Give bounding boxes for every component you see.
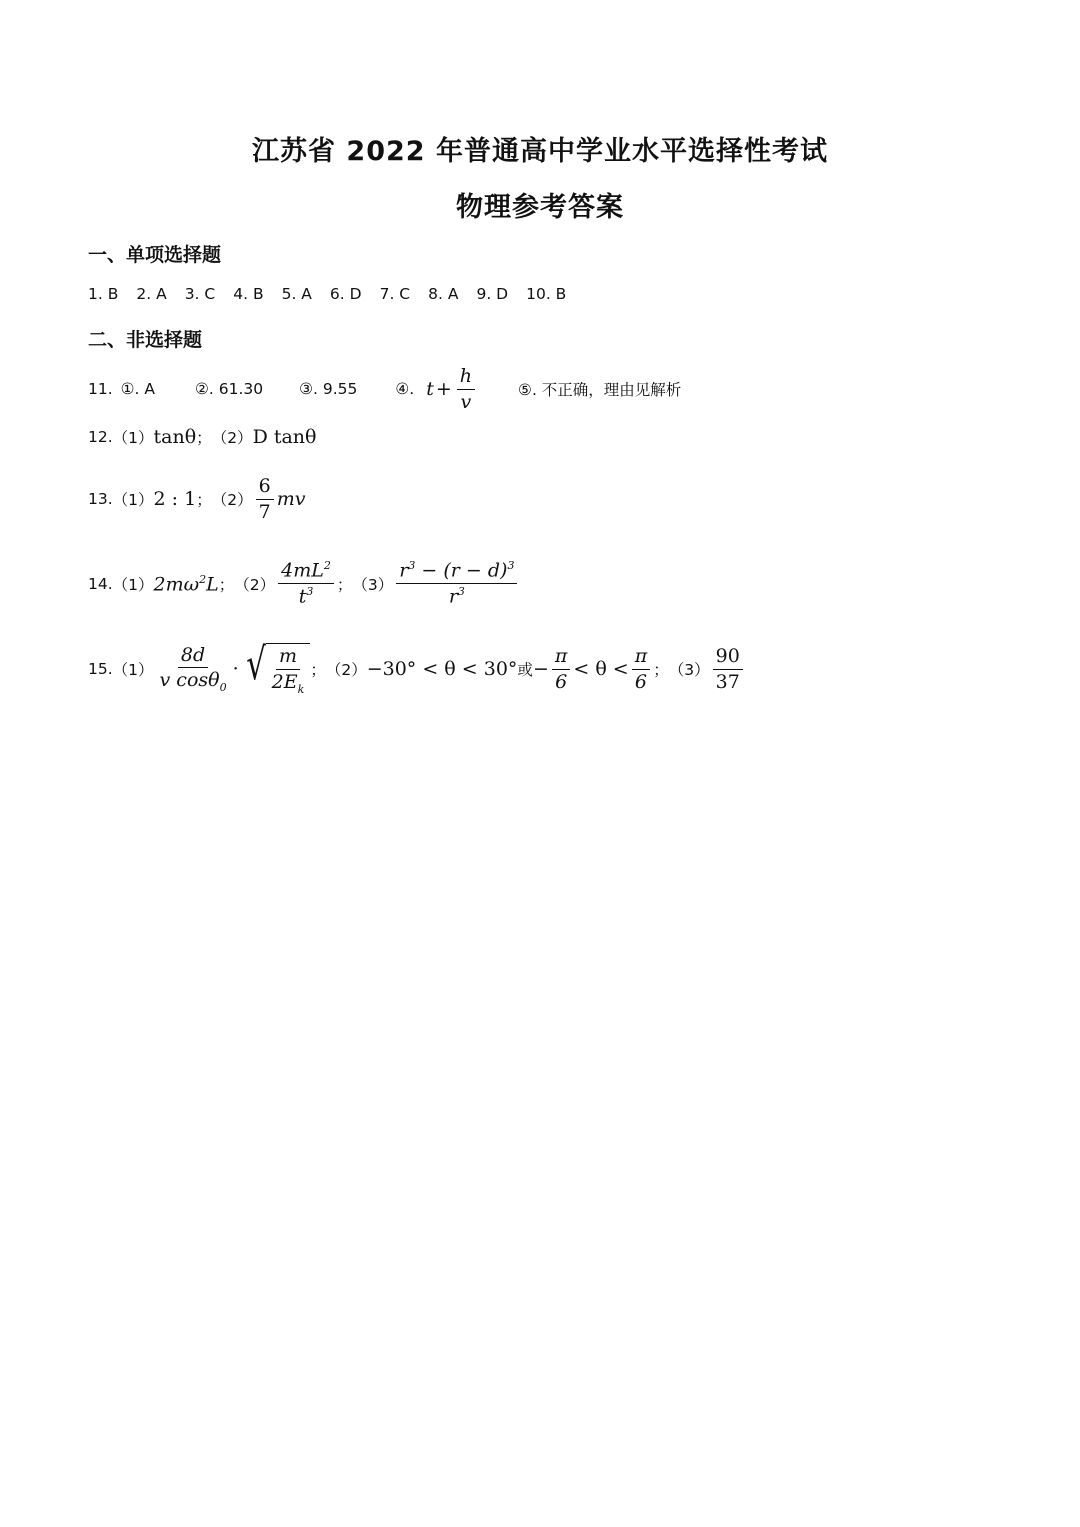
q13-part-1-expr: 2 : 1 (153, 488, 197, 511)
part-label: （3） (352, 575, 394, 594)
q15-part-2-expr: −30° < θ < 30° (366, 658, 518, 681)
fraction-denominator: v (460, 390, 472, 413)
part-label: （3） (668, 661, 710, 680)
mc-answer: 4. B (233, 285, 264, 303)
part-label: （1） (112, 491, 154, 510)
den-base: t (298, 585, 307, 608)
radical-sign-icon: √ (245, 639, 266, 690)
question-15-answer (88, 639, 746, 696)
question-number: 15. (88, 660, 113, 679)
fraction-denominator (269, 670, 308, 696)
num-sup: 2 (323, 559, 331, 572)
q15-part-1-sqrt (242, 639, 311, 696)
fraction-denominator: 6 (555, 670, 568, 693)
separator: ； (218, 575, 235, 594)
multiply-dot: · (232, 658, 239, 681)
q14-part-1-expr (154, 573, 219, 595)
page-subtitle: 物理参考答案 (456, 192, 624, 223)
mc-answer: 8. A (428, 285, 459, 303)
fraction-numerator (278, 560, 334, 584)
separator: ； (653, 661, 669, 680)
separator: ； (196, 491, 212, 510)
q15-part-1-fraction (157, 645, 230, 695)
fraction-numerator: 6 (256, 476, 274, 500)
radical-body (266, 643, 311, 696)
section-heading-non-choice: 二、非选择题 (88, 329, 203, 351)
section-heading-multiple-choice: 一、单项选择题 (88, 244, 222, 266)
fraction-denominator: 37 (715, 670, 740, 693)
part-label: （2） (325, 661, 367, 680)
sqrt-fraction (269, 646, 308, 696)
fraction-numerator: π (552, 646, 571, 670)
fraction-denominator (296, 584, 317, 607)
or-word: 或 (517, 661, 533, 680)
den-base: v cosθ (159, 669, 220, 692)
q11-answer-1: ①. A (120, 380, 156, 399)
mc-answer: 6. D (329, 285, 362, 303)
part-label: （1） (112, 575, 154, 594)
question-number: 11. (88, 380, 113, 399)
part-label: （1） (112, 429, 154, 447)
num-b: − (r − d) (415, 559, 508, 582)
q11-answer-2: ②. 61.30 (195, 380, 264, 399)
q12-part-2-expr: D tanθ (252, 426, 317, 448)
mc-answer: 9. D (476, 285, 509, 303)
question-number: 12. (88, 428, 113, 446)
mc-answer: 7. C (379, 285, 411, 303)
fraction-numerator: π (632, 646, 651, 670)
num-a: r (399, 559, 409, 582)
mc-answer: 10. B (526, 285, 567, 303)
expr-sup: 2 (199, 572, 207, 586)
q11-answer-4-label: ④. (395, 380, 415, 399)
expr-base: 2mω (153, 572, 200, 595)
fraction-numerator: 90 (713, 646, 743, 670)
part-label: （2） (211, 491, 253, 510)
question-11-answer (88, 366, 681, 413)
num-base: 4mL (281, 559, 324, 582)
multiple-choice-answers (88, 285, 584, 303)
fraction-denominator: 6 (634, 670, 648, 693)
question-13-answer (88, 476, 305, 523)
q15-part-3-fraction (713, 646, 743, 693)
expr-tail: L (206, 572, 219, 595)
question-14-answer (88, 560, 520, 607)
part-label: （2） (234, 575, 276, 594)
question-12-answer (88, 426, 316, 448)
q14-part-2-fraction (278, 560, 334, 607)
den-base: 2E (271, 670, 298, 693)
pi-fraction-right (632, 646, 651, 693)
mc-answer: 5. A (281, 285, 312, 303)
den-base: r (448, 585, 458, 608)
page-title: 江苏省 2022 年普通高中学业水平选择性考试 (252, 136, 828, 167)
mc-answer: 1. B (88, 285, 119, 303)
num-a-sup: 3 (408, 559, 416, 572)
part-label: （1） (112, 661, 154, 680)
q11-answer-3: ③. 9.55 (299, 380, 358, 399)
question-number: 14. (88, 574, 113, 593)
q13-part-2-fraction (256, 476, 274, 523)
separator: ； (336, 575, 353, 594)
separator: ； (310, 661, 326, 680)
den-sup: 3 (457, 585, 465, 599)
minus-sign: − (532, 658, 549, 681)
fraction-numerator: m (276, 646, 300, 670)
den-sup: 3 (306, 585, 314, 599)
question-number: 13. (88, 490, 113, 509)
mc-answer: 3. C (184, 285, 216, 303)
part-label: （2） (211, 429, 253, 447)
den-sub: k (297, 682, 305, 696)
pi-fraction-left (552, 646, 571, 693)
q13-part-2-tail: mv (276, 488, 306, 511)
q11-answer-4-plus: + (435, 378, 452, 401)
den-sub: 0 (219, 681, 227, 695)
fraction-numerator: 8d (178, 645, 208, 669)
fraction-denominator: 7 (258, 500, 271, 523)
num-b-sup: 3 (507, 559, 515, 572)
fraction-numerator (396, 560, 517, 584)
q11-answer-4-t: t (426, 378, 434, 401)
fraction-numerator: h (457, 366, 475, 390)
q14-part-3-fraction (396, 560, 517, 607)
mc-answer: 2. A (136, 285, 167, 303)
fraction-denominator (157, 668, 230, 694)
inequality-middle: < θ < (573, 658, 629, 681)
fraction-denominator (446, 584, 468, 607)
q12-part-1-expr: tanθ (153, 426, 197, 448)
q11-answer-4-fraction (457, 366, 475, 413)
separator: ； (196, 429, 212, 447)
q11-answer-5: ⑤. 不正确，理由见解析 (518, 381, 682, 400)
